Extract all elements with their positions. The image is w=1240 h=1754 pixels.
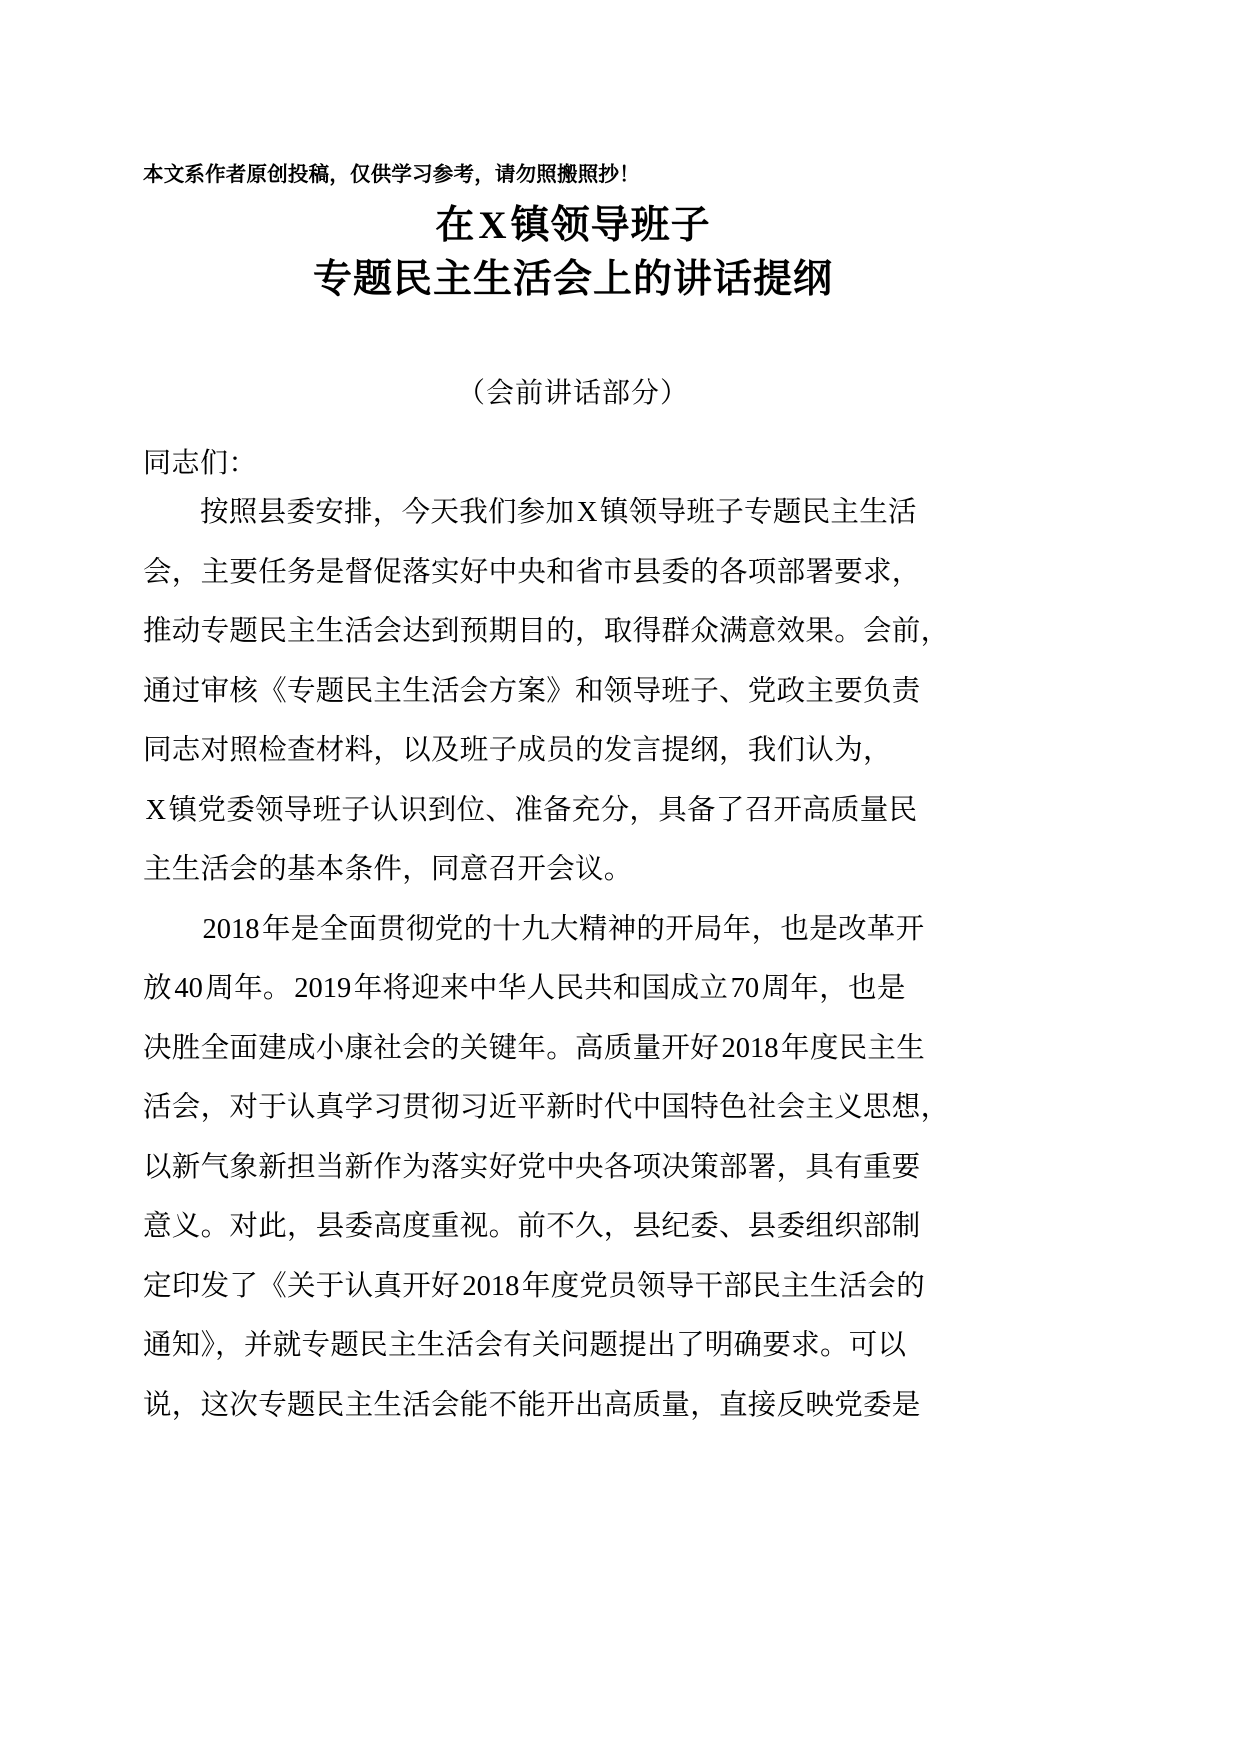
paragraph-line <box>143 959 1003 1019</box>
paragraph-line <box>143 1078 1003 1138</box>
latin-run: 40 <box>174 973 203 1004</box>
paragraph-line <box>143 1138 1003 1198</box>
paragraph-line <box>143 602 1003 662</box>
cjk-run: 年将迎来中华人民共和国成立 <box>353 972 729 1004</box>
paragraph-line <box>143 1316 1003 1376</box>
latin-run: 2018 <box>202 913 260 945</box>
latin-run: X <box>576 497 598 528</box>
document-subtitle: （会前讲话部分） <box>456 377 689 408</box>
document-content <box>143 160 1003 1435</box>
cjk-run: 年度民主生 <box>781 1031 926 1064</box>
cjk-run: 意义。对此，县委高度重视。前不久，县纪委、县委组织部制 <box>143 1210 921 1242</box>
title-line-2: 专题民主生活会上的讲话提纲 <box>312 258 833 301</box>
page-title <box>143 199 1003 307</box>
paragraph-line <box>143 483 1003 543</box>
paragraph-line <box>143 1376 1003 1436</box>
paragraph-line <box>143 1197 1003 1257</box>
cjk-run: 通过审核《专题民主生活会方案》和领导班子、党政主要负责 <box>143 674 921 707</box>
paragraph-line <box>143 721 1003 781</box>
paragraph-line <box>143 1257 1003 1317</box>
latin-run: 2018 <box>462 1270 520 1302</box>
title-line-1-latin: X <box>478 204 508 247</box>
body-paragraph-2 <box>143 900 1003 1436</box>
paragraph-line <box>143 1019 1003 1079</box>
cjk-run: 主生活会的基本条件，同意召开会议。 <box>143 853 633 885</box>
cjk-run: 年是全面贯彻党的十九大精神的开局年，也是改革开 <box>262 912 925 945</box>
cjk-run: 年度党员领导干部民主生活会的 <box>521 1269 926 1302</box>
cjk-run: 会，主要任务是督促落实好中央和省市县委的各项部署要求， <box>143 555 921 588</box>
latin-run: 2019 <box>294 973 352 1004</box>
cjk-run: 按照县委安排，今天我们参加 <box>200 496 575 528</box>
latin-run: 2018 <box>721 1032 779 1064</box>
paragraph-line <box>143 840 1003 900</box>
title-line-1-suffix: 镇领导班子 <box>510 204 711 247</box>
paragraph-line <box>143 543 1003 603</box>
latin-run: 70 <box>730 973 760 1004</box>
cjk-run: 周年，也是 <box>761 972 906 1004</box>
cjk-run: 推动专题民主生活会达到预期目的，取得群众满意效果。会前， <box>143 615 950 647</box>
cjk-run: 决胜全面建成小康社会的关键年。高质量开好 <box>143 1031 720 1064</box>
disclaimer-note: 本文系作者原创投稿，仅供学习参考，请勿照搬照抄！ <box>143 163 640 186</box>
cjk-run: 放 <box>143 972 172 1004</box>
body-paragraph-1 <box>143 483 1003 900</box>
paragraph-line <box>143 662 1003 722</box>
salutation: 同志们： <box>143 447 258 478</box>
cjk-run: 通知》，并就专题民主生活会有关问题提出了明确要求。可以 <box>143 1329 907 1361</box>
paragraph-line <box>143 781 1003 841</box>
cjk-run: 说，这次专题民主生活会能不能开出高质量，直接反映党委是 <box>143 1388 921 1421</box>
latin-run: X <box>145 794 167 826</box>
cjk-run: 活会，对于认真学习贯彻习近平新时代中国特色社会主义思想， <box>143 1091 950 1123</box>
cjk-run: 同志对照检查材料，以及班子成员的发言提纲，我们认为， <box>143 734 892 766</box>
cjk-run: 镇领导班子专题民主生活 <box>600 496 917 528</box>
cjk-run: 以新气象新担当新作为落实好党中央各项决策部署，具有重要 <box>143 1150 921 1183</box>
cjk-run: 周年。 <box>205 972 292 1004</box>
cjk-run: 镇党委领导班子认识到位、准备充分，具备了召开高质量民 <box>168 793 918 826</box>
paragraph-line <box>143 900 1003 960</box>
title-line-1 <box>143 199 1003 253</box>
cjk-run: 定印发了《关于认真开好 <box>143 1269 460 1302</box>
title-line-1-prefix: 在 <box>435 204 476 247</box>
